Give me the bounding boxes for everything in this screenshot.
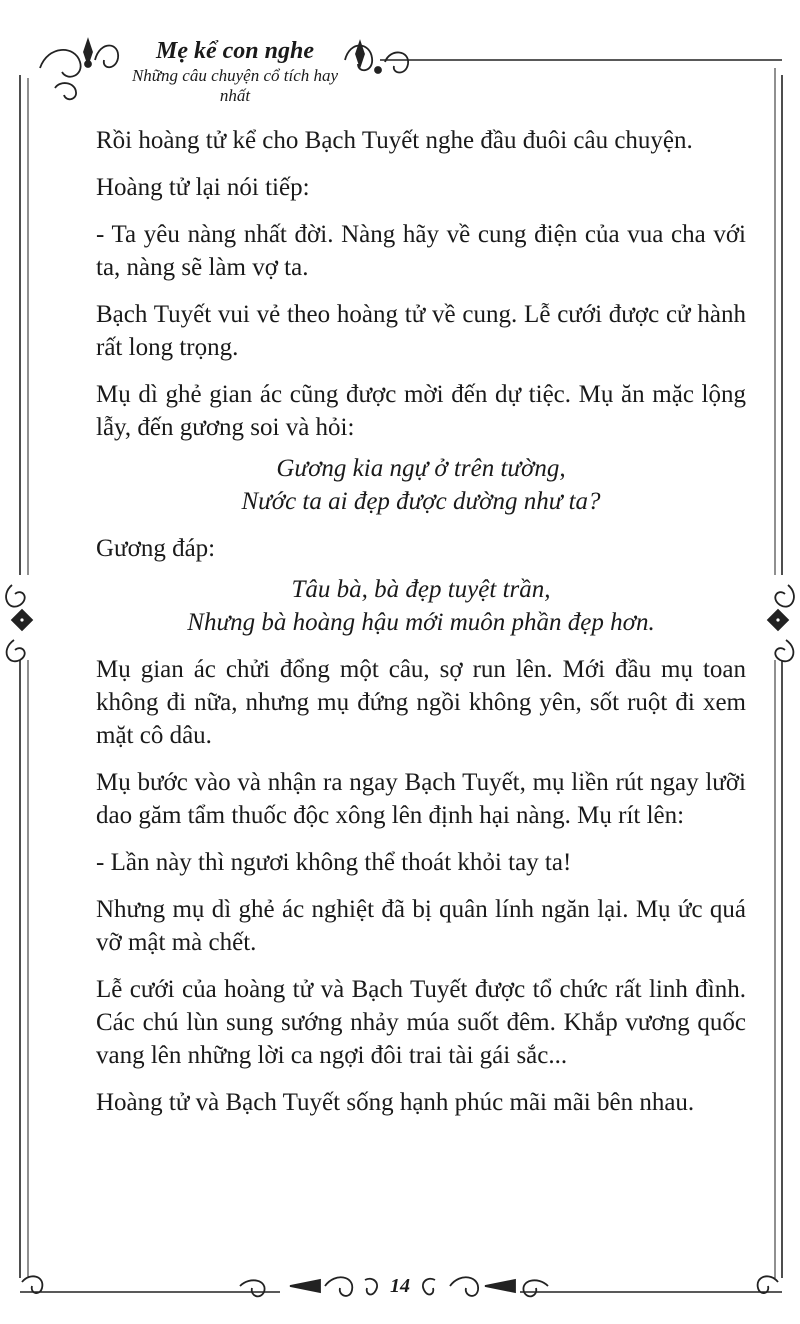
story-text	[96, 124, 746, 1133]
paragraph: Gương đáp:	[96, 535, 216, 562]
book-subtitle: Những câu chuyện cổ tích hay nhất	[131, 66, 339, 105]
paragraph: Hoàng tử và Bạch Tuyết sống hạnh phúc mãi mãi bên nhau.	[96, 1089, 695, 1116]
paragraph: Rồi hoàng tử kể cho Bạch Tuyết nghe đầu đuôi câu chuyện.	[96, 127, 693, 154]
paragraph: - Ta yêu nàng nhất đời. Nàng hãy về cung điện của vua cha với ta, nàng sẽ làm vợ ta.	[96, 221, 746, 281]
paragraph: Lễ cưới của hoàng tử và Bạch Tuyết được tổ chức rất linh đình. Các chú lùn sung sướng nhảy múa suốt đêm. Khắp vương quốc vang lên những lời ca ngợi đôi trai tài gái sắc...	[96, 976, 746, 1069]
poem-verse	[96, 452, 746, 518]
paragraph: Hoàng tử lại nói tiếp:	[96, 174, 310, 201]
page-number: 14	[390, 1275, 410, 1297]
running-header	[120, 38, 350, 106]
poem-line: Gương kia ngự ở trên tường,	[276, 455, 566, 482]
top-left-flourish-icon	[40, 40, 118, 99]
right-side-flourish-icon	[768, 585, 794, 661]
poem-line: Nước ta ai đẹp được dường như ta?	[241, 488, 601, 515]
poem-line: Tâu bà, bà đẹp tuyệt trần,	[291, 576, 551, 603]
paragraph: Mụ gian ác chửi đổng một câu, sợ run lên. Mới đầu mụ toan không đi nữa, nhưng mụ đứng ngồi không yên, sốt ruột đi xem mặt cô dâu.	[96, 656, 746, 749]
paragraph: Mụ dì ghẻ gian ác cũng được mời đến dự tiệc. Mụ ăn mặc lộng lẫy, đến gương soi và hỏi:	[96, 381, 746, 441]
top-right-flourish-icon	[345, 42, 408, 73]
left-side-flourish-icon	[6, 585, 32, 661]
poem-verse	[96, 573, 746, 639]
paragraph: Mụ bước vào và nhận ra ngay Bạch Tuyết, mụ liền rút ngay lưỡi dao găm tẩm thuốc độc xông lên định hại nàng. Mụ rít lên:	[96, 769, 746, 829]
paragraph: Nhưng mụ dì ghẻ ác nghiệt đã bị quân lính ngăn lại. Mụ ức quá vỡ mật mà chết.	[96, 896, 746, 956]
paragraph: Bạch Tuyết vui vẻ theo hoàng tử về cung. Lễ cưới được cử hành rất long trọng.	[96, 301, 746, 361]
paragraph: - Lần này thì ngươi không thể thoát khỏi tay ta!	[96, 849, 572, 876]
book-title: Mẹ kể con nghe	[156, 38, 314, 64]
poem-line: Nhưng bà hoàng hậu mới muôn phần đẹp hơn.	[187, 609, 655, 636]
